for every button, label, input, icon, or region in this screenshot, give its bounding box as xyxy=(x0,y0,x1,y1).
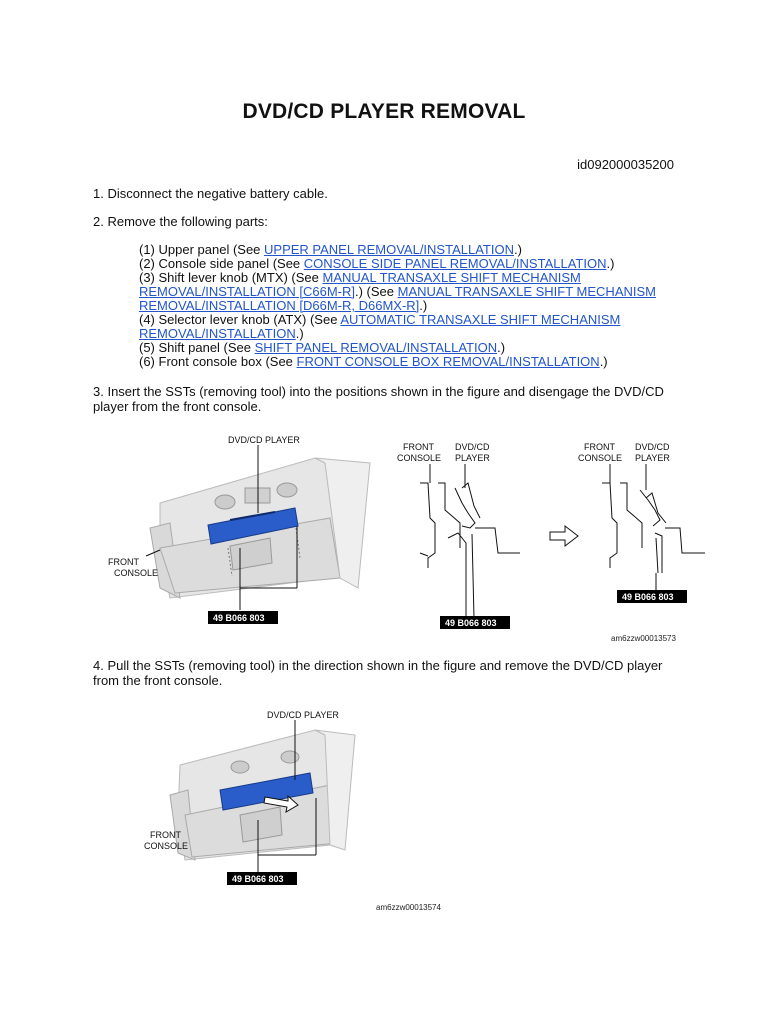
section2-front-line2: CONSOLE xyxy=(578,453,623,463)
cross-section-after xyxy=(602,483,705,573)
label-dvd-player: DVD/CD PLAYER xyxy=(228,435,300,445)
section2-front-line1: FRONT xyxy=(584,442,615,452)
console-illustration xyxy=(150,458,370,598)
console-illustration-2 xyxy=(170,730,355,860)
link-automatic-transaxle[interactable]: AUTOMATIC TRANSAXLE SHIFT MECHANISM REMOVAL/INSTALLATION xyxy=(139,312,621,341)
document-id: id092000035200 xyxy=(577,157,674,172)
part-item-5: (5) Shift panel (See SHIFT PANEL REMOVAL/INSTALLATION.) xyxy=(139,340,506,355)
section1-front-line1: FRONT xyxy=(403,442,434,452)
label-front-console-line2: CONSOLE xyxy=(114,568,159,578)
part-item-4: (4) Selector lever knob (ATX) (See AUTOMATIC TRANSAXLE SHIFT MECHANISM REMOVAL/INSTALLATION.) xyxy=(139,312,621,341)
section2-player-line2: PLAYER xyxy=(635,453,670,463)
tool-label-1: 49 B066 803 xyxy=(213,613,265,623)
cross-section-before xyxy=(420,483,520,618)
figure-pull-sst xyxy=(140,705,360,890)
link-manual-transaxle-d66m[interactable]: MANUAL TRANSAXLE SHIFT MECHANISM REMOVAL/INSTALLATION [D66M-R, D66MX-R] xyxy=(139,284,656,313)
link-upper-panel[interactable]: UPPER PANEL REMOVAL/INSTALLATION xyxy=(264,242,514,257)
tool-label-2: 49 B066 803 xyxy=(445,618,497,628)
tool-label-3: 49 B066 803 xyxy=(622,592,674,602)
section1-front-line2: CONSOLE xyxy=(397,453,442,463)
figure-insert-sst xyxy=(100,428,710,646)
part-item-6: (6) Front console box (See FRONT CONSOLE BOX REMOVAL/INSTALLATION.) xyxy=(139,354,608,369)
label-front-console-2-line2: CONSOLE xyxy=(144,841,189,851)
link-shift-panel[interactable]: SHIFT PANEL REMOVAL/INSTALLATION xyxy=(254,340,498,355)
tool-label-4: 49 B066 803 xyxy=(232,874,284,884)
step-2: 2. Remove the following parts: xyxy=(93,214,268,229)
part-item-2: (2) Console side panel (See CONSOLE SIDE PANEL REMOVAL/INSTALLATION.) xyxy=(139,256,615,271)
step-1: 1. Disconnect the negative battery cable. xyxy=(93,186,328,201)
section2-player-line1: DVD/CD xyxy=(635,442,670,452)
label-front-console-2-line1: FRONT xyxy=(150,830,181,840)
section1-player-line2: PLAYER xyxy=(455,453,490,463)
link-manual-transaxle-c66m[interactable]: MANUAL TRANSAXLE SHIFT MECHANISM REMOVAL/INSTALLATION [C66M-R] xyxy=(139,270,581,299)
section1-player-line1: DVD/CD xyxy=(455,442,490,452)
figure2-caption: am6zzw00013574 xyxy=(376,903,441,912)
part-item-1: (1) Upper panel (See UPPER PANEL REMOVAL/INSTALLATION.) xyxy=(139,242,522,257)
figure1-caption: am6zzw00013573 xyxy=(611,634,676,643)
label-dvd-player-2: DVD/CD PLAYER xyxy=(267,710,339,720)
link-front-console-box[interactable]: FRONT CONSOLE BOX REMOVAL/INSTALLATION xyxy=(296,354,600,369)
arrow-right-icon xyxy=(550,526,578,546)
step-3: 3. Insert the SSTs (removing tool) into the positions shown in the figure and disengage the DVD/CD player from the front console. xyxy=(93,384,664,414)
step-4: 4. Pull the SSTs (removing tool) in the direction shown in the figure and remove the DVD/CD player from the front console. xyxy=(93,658,663,688)
link-console-side-panel[interactable]: CONSOLE SIDE PANEL REMOVAL/INSTALLATION xyxy=(303,256,607,271)
label-front-console-line1: FRONT xyxy=(108,557,139,567)
part-item-3: (3) Shift lever knob (MTX) (See MANUAL TRANSAXLE SHIFT MECHANISM REMOVAL/INSTALLATION [C66M-R].) (See MANUAL TRANSAXLE SHIFT MECHANISM REMOVAL/INSTALLATION [D66M-R, D66MX-R].) xyxy=(139,270,656,313)
parts-list xyxy=(139,243,679,369)
page-title: DVD/CD PLAYER REMOVAL xyxy=(242,100,526,123)
